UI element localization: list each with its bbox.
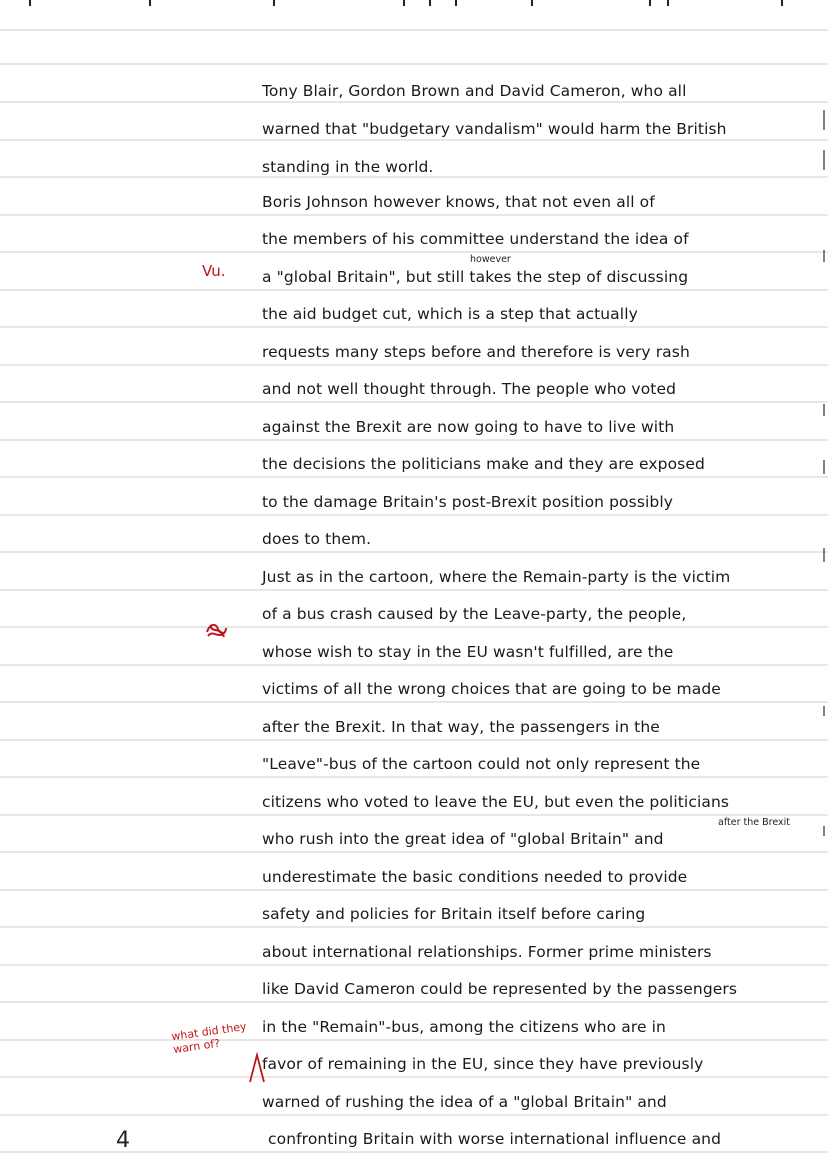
text-line: about international relationships. Former prime ministers	[262, 943, 712, 961]
insertion-caret	[248, 1052, 266, 1084]
text-line: Just as in the cartoon, where the Remain-party is the victim	[262, 568, 731, 586]
text-line: victims of all the wrong choices that are going to be made	[262, 680, 721, 698]
text-line: the aid budget cut, which is a step that actually	[262, 305, 638, 323]
text-line: citizens who voted to leave the EU, but even the politicians	[262, 793, 730, 811]
margin-note-question: what did they warn of?	[170, 1019, 248, 1057]
text-line: warned that "budgetary vandalism" would harm the British	[262, 120, 727, 138]
text-line: underestimate the basic conditions needed to provide	[262, 868, 688, 886]
text-line: requests many steps before and therefore is very rash	[262, 343, 690, 361]
text-line: favor of remaining in the EU, since they have previously	[262, 1055, 704, 1073]
text-line: the decisions the politicians make and they are exposed	[262, 455, 705, 473]
text-line: to the damage Britain's post-Brexit position possibly	[262, 493, 674, 511]
insertion-after-brexit: after the Brexit	[718, 817, 790, 828]
text-line: confronting Britain with worse international influence and	[268, 1130, 722, 1148]
text-line: "Leave"-bus of the cartoon could not only represent the	[262, 755, 701, 773]
margin-note-vu: Vu.	[202, 262, 226, 280]
text-line: whose wish to stay in the EU wasn't fulfilled, are the	[262, 643, 674, 661]
text-line: who rush into the great idea of "global Britain" and	[262, 830, 664, 848]
text-line: safety and policies for Britain itself before caring	[262, 905, 646, 923]
text-line: does to them.	[262, 530, 372, 548]
text-line: warned of rushing the idea of a "global Britain" and	[262, 1093, 667, 1111]
text-line: after the Brexit. In that way, the passengers in the	[262, 718, 660, 736]
text-line: standing in the world.	[262, 158, 434, 176]
text-line: and not well thought through. The people who voted	[262, 380, 677, 398]
text-line: a "global Britain", but still takes the step of discussing	[262, 268, 689, 286]
text-line: like David Cameron could be represented by the passengers	[262, 980, 738, 998]
text-line: the members of his committee understand the idea of	[262, 230, 689, 248]
text-line: in the "Remain"-bus, among the citizens who are in	[262, 1018, 666, 1036]
text-line: against the Brexit are now going to have to live with	[262, 418, 675, 436]
page-number: 4	[116, 1128, 130, 1153]
red-scribble-mark	[204, 620, 230, 642]
text-line: Boris Johnson however knows, that not even all of	[262, 193, 655, 211]
text-line: of a bus crash caused by the Leave-party, the people,	[262, 605, 687, 623]
insertion-however: however	[470, 254, 511, 265]
text-line: Tony Blair, Gordon Brown and David Cameron, who all	[262, 82, 687, 100]
